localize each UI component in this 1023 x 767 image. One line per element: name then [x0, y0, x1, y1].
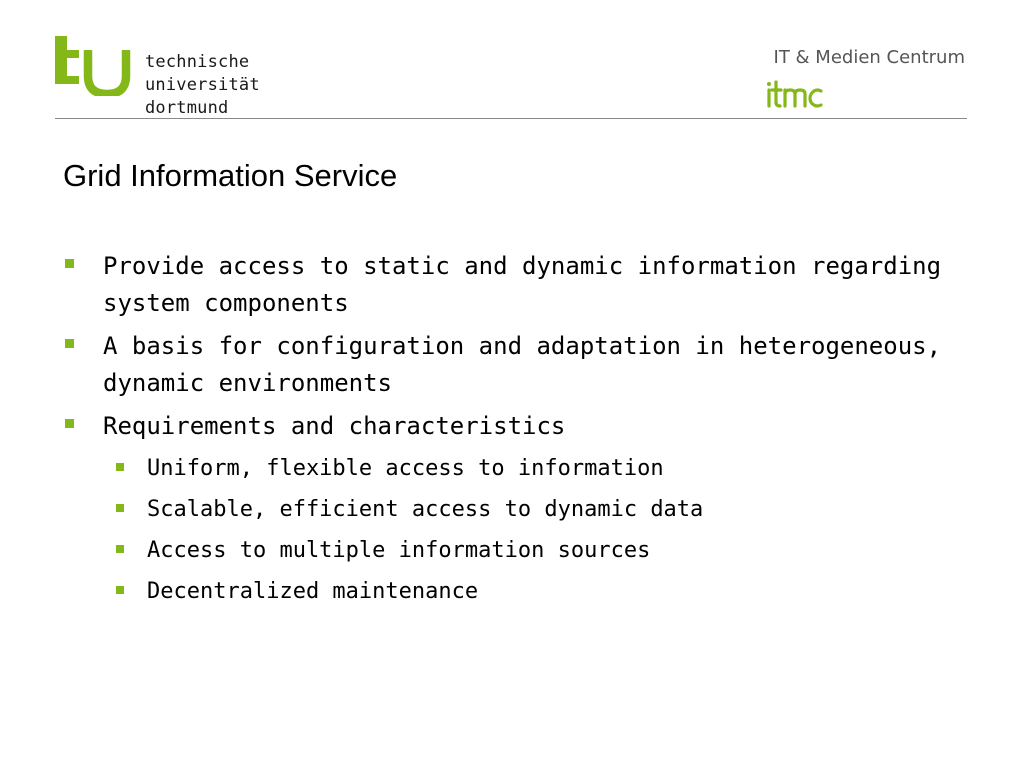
bullet-text: Provide access to static and dynamic information regarding system components — [103, 252, 942, 317]
bullet-square-icon — [116, 545, 124, 553]
center-name: IT & Medien Centrum — [773, 47, 965, 68]
sub-bullet-item — [63, 452, 963, 486]
bullet-square-icon — [65, 419, 74, 428]
bullet-list — [63, 248, 963, 616]
bullet-square-icon — [116, 586, 124, 594]
itmc-logo — [765, 78, 835, 110]
bullet-text: A basis for configuration and adaptation in heterogeneous, dynamic environments — [103, 332, 942, 397]
bullet-text: Uniform, flexible access to information — [147, 455, 664, 481]
university-name-line-3: dortmund — [145, 98, 229, 118]
bullet-item — [63, 328, 963, 401]
university-name-line-2: universität — [145, 75, 260, 95]
bullet-item — [63, 248, 963, 321]
bullet-text: Decentralized maintenance — [147, 578, 479, 604]
slide-title: Grid Information Service — [63, 158, 398, 193]
bullet-text: Scalable, efficient access to dynamic data — [147, 496, 704, 522]
bullet-item — [63, 408, 963, 445]
bullet-square-icon — [116, 504, 124, 512]
bullet-text: Requirements and characteristics — [103, 412, 566, 440]
sub-bullet-item — [63, 534, 963, 568]
bullet-square-icon — [65, 339, 74, 348]
header-divider — [55, 118, 967, 119]
bullet-square-icon — [116, 463, 124, 471]
sub-bullet-item — [63, 575, 963, 609]
bullet-text: Access to multiple information sources — [147, 537, 651, 563]
bullet-square-icon — [65, 259, 74, 268]
university-name — [145, 51, 260, 120]
tu-dortmund-logo — [55, 36, 135, 96]
university-name-line-1: technische — [145, 52, 250, 72]
sub-bullet-item — [63, 493, 963, 527]
